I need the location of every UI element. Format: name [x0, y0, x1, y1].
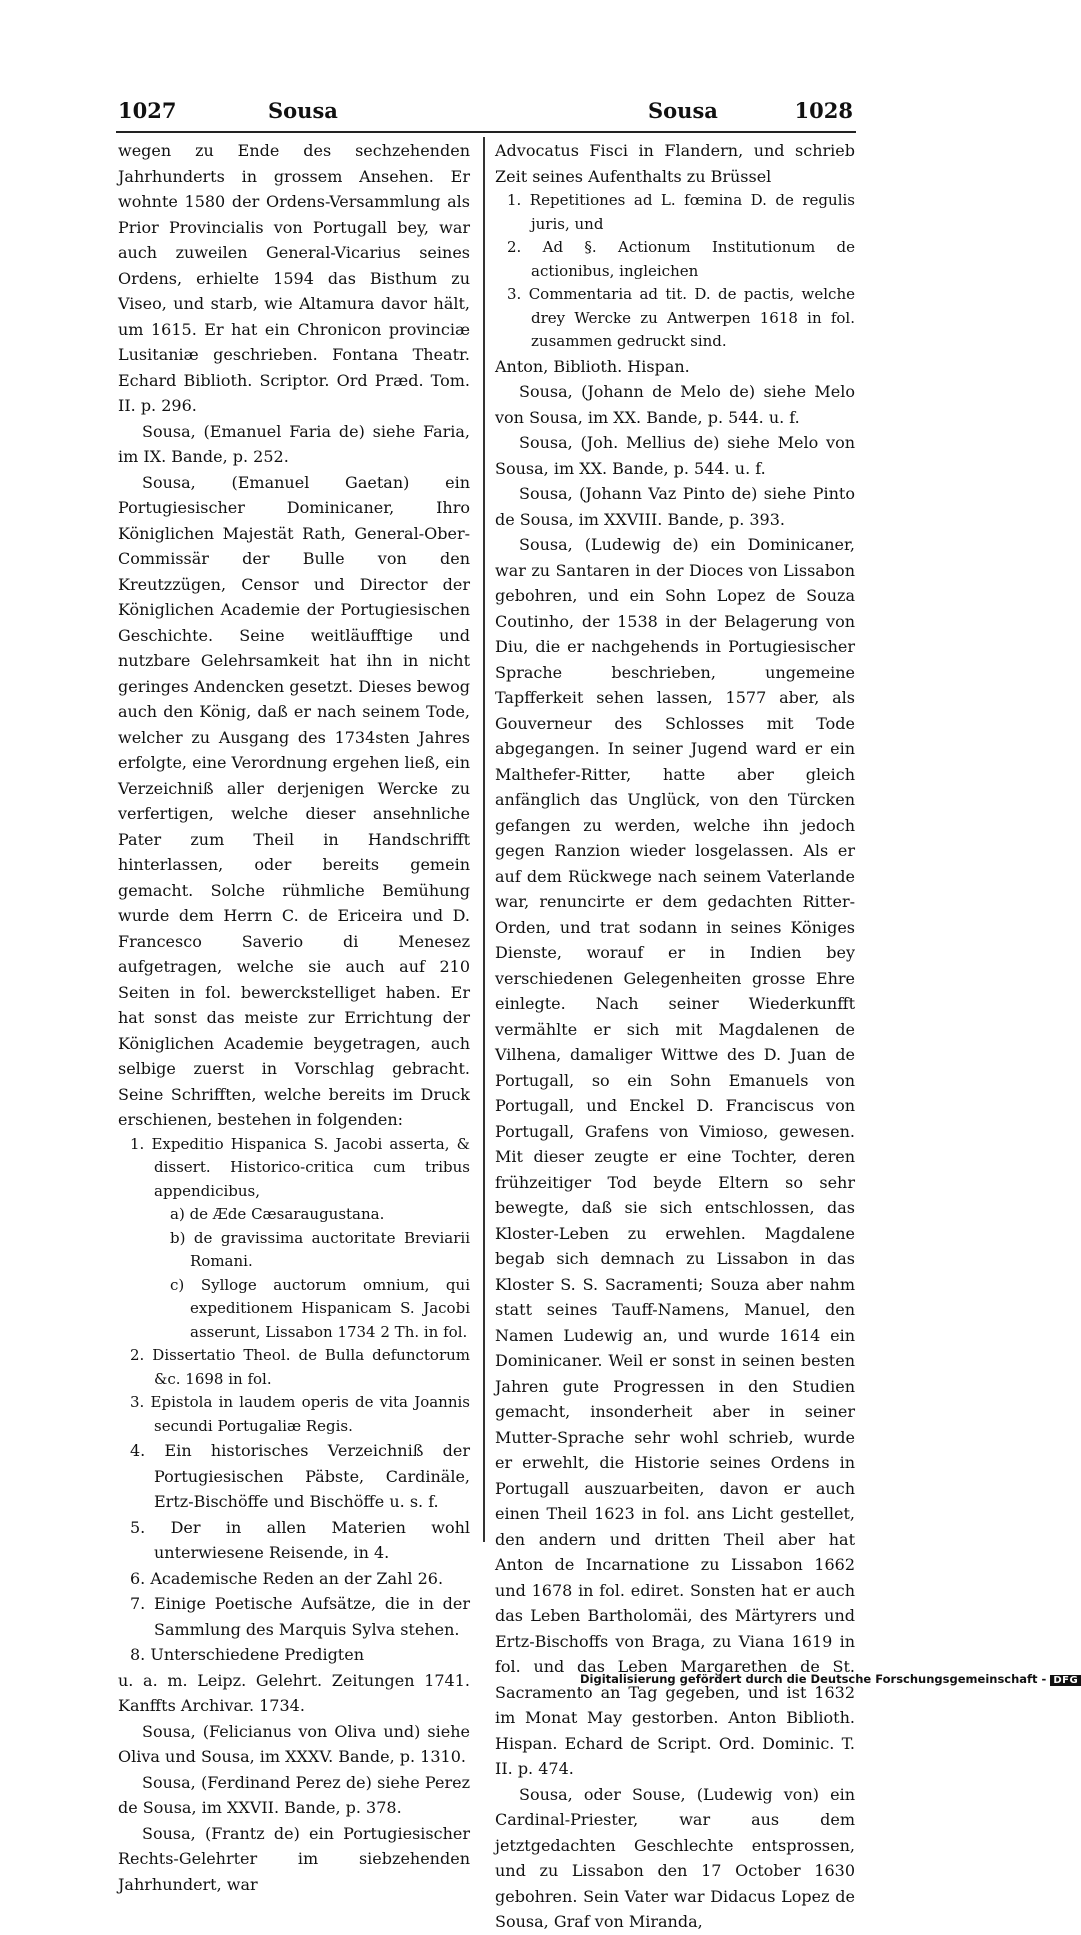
list-item: 4. Ein historisches Verzeichniß der Portugiesischen Päbste, Cardinäle, Ertz-Bischöffe und Bischöffe u. s. f.	[130, 1441, 470, 1511]
paragraph: Sousa, oder Souse, (Ludewig von) ein Cardinal-Priester, war aus dem jetztgedachten Geschlechte entsprossen, und zu Lissabon den 17 October 1630 gebohren. Sein Vater war Didacus Lopez de Sousa, Graf von Miranda,	[495, 1784, 855, 1931]
running-title-left: Sousa	[268, 98, 338, 123]
paragraph: Sousa, (Ludewig de) ein Dominicaner, war zu Santaren in der Dioces von Lissabon gebohren, und ein Sohn Lopez de Souza Coutinho, der 1538 in der Belagerung von Diu, die er nachgehends in Portugiesischer Sprache beschrieben, ungemeine Tapfferkeit sehen lassen, 1577 aber, als Gouverneur des Schlosses mit Tode abgegangen. In seiner Jugend ward er ein Malthefer-Ritter, hatte aber gleich anfänglich das Unglück, von den Türcken gefangen zu werden, welche ihn jedoch gegen Ranzion wieder losgelassen. Als er auf dem Rückwege nach seinem Vaterlande war, renuncirte er dem gedachten Ritter-Orden, und trat sodann in seines Königes Dienste, worauf er in Indien bey verschiedenen Gelegenheiten grosse Ehre einlegte. Nach seiner Wiederkunfft vermählte er sich mit Magdalenen de Vilhena, damaliger Wittwe des D. Juan de Portugall, so ein Sohn Emanuels von Portugall, und Enckel D. Franciscus von Portugall, Grafens von Vimioso, gewesen. Mit dieser zeugte er eine Tochter, deren frühzeitiger Tod beyde Eltern so sehr bewegte, daß sie sich entschlossen, das Kloster-Leben zu erwehlen. Magdalene begab sich demnach zu Lissabon in das Kloster S. S. Sacramenti; Souza aber nahm statt seines Tauff-Namens, Manuel, den Namen Ludewig an, und wurde 1614 ein Dominicaner. Weil er sonst in seinen besten Jahren gute Progressen in den Studien gemacht, insonderheit aber in seiner Mutter-Sprache sehr wohl schrieb, wurde er erwehlt, die Historie seines Ordens in Portugall auszuarbeiten, davon er auch einen Theil 1623 in fol. ans Licht gestellet, den andern und dritten Theil aber hat Anton de Incarnatione zu Lissabon 1662 und 1678 in fol. ediret. Sonsten hat er auch das Leben Bartholomäi, des Märtyrers und Ertz-Bischoffs von Braga, zu Viana 1619 in fol. und das Leben Margarethen de St. Sacramento an Tag gegeben, und ist 1632 im Monat May gestorben. Anton Biblioth. Hispan. Echard de Script. Ord. Dominic. T. II. p. 474.	[495, 535, 855, 1778]
right-column	[495, 138, 855, 1935]
list-item: 3. Commentaria ad tit. D. de pactis, welche drey Wercke zu Antwerpen 1618 in fol. zusammen gedruckt sind.	[507, 285, 855, 350]
page-number-right: 1028	[794, 98, 853, 123]
paragraph: u. a. m. Leipz. Gelehrt. Zeitungen 1741. Kanffts Archivar. 1734.	[118, 1670, 470, 1715]
list-item: 7. Einige Poetische Aufsätze, die in der Sammlung des Marquis Sylva stehen.	[130, 1594, 470, 1639]
list-item: 1. Expeditio Hispanica S. Jacobi asserta, & dissert. Historico-critica cum tribus appendicibus,	[130, 1134, 470, 1200]
paragraph: Sousa, (Emanuel Faria de) siehe Faria, im IX. Bande, p. 252.	[118, 421, 470, 466]
paragraph: Anton, Biblioth. Hispan.	[495, 356, 690, 376]
paragraph: Sousa, (Felicianus von Oliva und) siehe Oliva und Sousa, im XXXV. Bande, p. 1310.	[118, 1721, 470, 1766]
paragraph: Sousa, (Johann de Melo de) siehe Melo von Sousa, im XX. Bande, p. 544. u. f.	[495, 382, 855, 427]
header-rule	[116, 131, 856, 133]
paragraph: Sousa, (Ferdinand Perez de) siehe Perez de Sousa, im XXVII. Bande, p. 378.	[118, 1772, 470, 1817]
column-divider	[483, 137, 485, 1542]
left-column	[118, 138, 470, 1897]
page-header	[118, 98, 853, 128]
footer-credit: Digitalisierung gefördert durch die Deutsche Forschungsgemeinschaft -	[580, 1672, 1047, 1686]
paragraph: Sousa, (Johann Vaz Pinto de) siehe Pinto de Sousa, im XXVIII. Bande, p. 393.	[495, 484, 855, 529]
list-item: c) Sylloge auctorum omnium, qui expeditionem Hispanicam S. Jacobi asserunt, Lissabon 1734 2 Th. in fol.	[170, 1275, 470, 1341]
list-item: 1. Repetitiones ad L. fœmina D. de regulis juris, und	[507, 191, 855, 233]
paragraph: Sousa, (Frantz de) ein Portugiesischer Rechts-Gelehrter im siebzehenden Jahrhundert, war	[118, 1823, 470, 1894]
list-item: 8. Unterschiedene Predigten	[130, 1645, 365, 1664]
paragraph: Sousa, (Joh. Mellius de) siehe Melo von Sousa, im XX. Bande, p. 544. u. f.	[495, 433, 855, 478]
paragraph: Advocatus Fisci in Flandern, und schrieb Zeit seines Aufenthalts zu Brüssel	[495, 141, 855, 186]
footer	[580, 1672, 1079, 1686]
dfg-logo: DFG	[1050, 1675, 1081, 1686]
paragraph: Sousa, (Emanuel Gaetan) ein Portugiesischer Dominicaner, Ihro Königlichen Majestät Rath, General-Ober-Commissär der Bulle von den Kreutzzügen, Censor und Director der Königlichen Academie der Portugiesischen Geschichte. Seine weitläufftige und nutzbare Gelehrsamkeit hat ihn in nicht geringes Andencken gesetzt. Dieses bewog auch den König, daß er nach seinem Tode, welcher zu Ausgang des 1734sten Jahres erfolgte, eine Verordnung ergehen ließ, ein Verzeichniß aller derjenigen Wercke zu verfertigen, welche dieser ansehnliche Pater zum Theil in Handschrifft hinterlassen, oder bereits gemein gemacht. Solche rühmliche Bemühung wurde dem Herrn C. de Ericeira und D. Francesco Saverio di Menesez aufgetragen, welche sie auch auf 210 Seiten in fol. bewerckstelliget haben. Er hat sonst das meiste zur Errichtung der Königlichen Academie beygetragen, auch selbige zuerst in Vorschlag gebracht. Seine Schrifften, welche bereits im Druck erschienen, bestehen in folgenden:	[118, 472, 470, 1129]
running-title-right: Sousa	[648, 98, 718, 123]
paragraph: wegen zu Ende des sechzehenden Jahrhunderts in grossem Ansehen. Er wohnte 1580 der Ordens-Versammlung als Prior Provincialis von Portugall bey, war auch zuweilen General-Vicarius seines Ordens, erhielte 1594 das Bisthum zu Viseo, und starb, wie Altamura davor hält, um 1615. Er hat ein Chronicon provinciæ Lusitaniæ geschrieben. Fontana Theatr. Echard Biblioth. Scriptor. Ord Præd. Tom. II. p. 296.	[118, 141, 470, 415]
list-item: 2. Ad §. Actionum Institutionum de actionibus, ingleichen	[507, 238, 855, 280]
page-number-left: 1027	[118, 98, 177, 123]
list-item: 2. Dissertatio Theol. de Bulla defunctorum &c. 1698 in fol.	[130, 1346, 470, 1388]
list-item: 6. Academische Reden an der Zahl 26.	[130, 1568, 444, 1588]
list-item: 5. Der in allen Materien wohl unterwiesene Reisende, in 4.	[130, 1517, 470, 1562]
list-item: b) de gravissima auctoritate Breviarii Romani.	[170, 1228, 470, 1270]
list-item: a) de Æde Cæsaraugustana.	[170, 1205, 385, 1223]
list-item: 3. Epistola in laudem operis de vita Joannis secundi Portugaliæ Regis.	[130, 1393, 470, 1435]
